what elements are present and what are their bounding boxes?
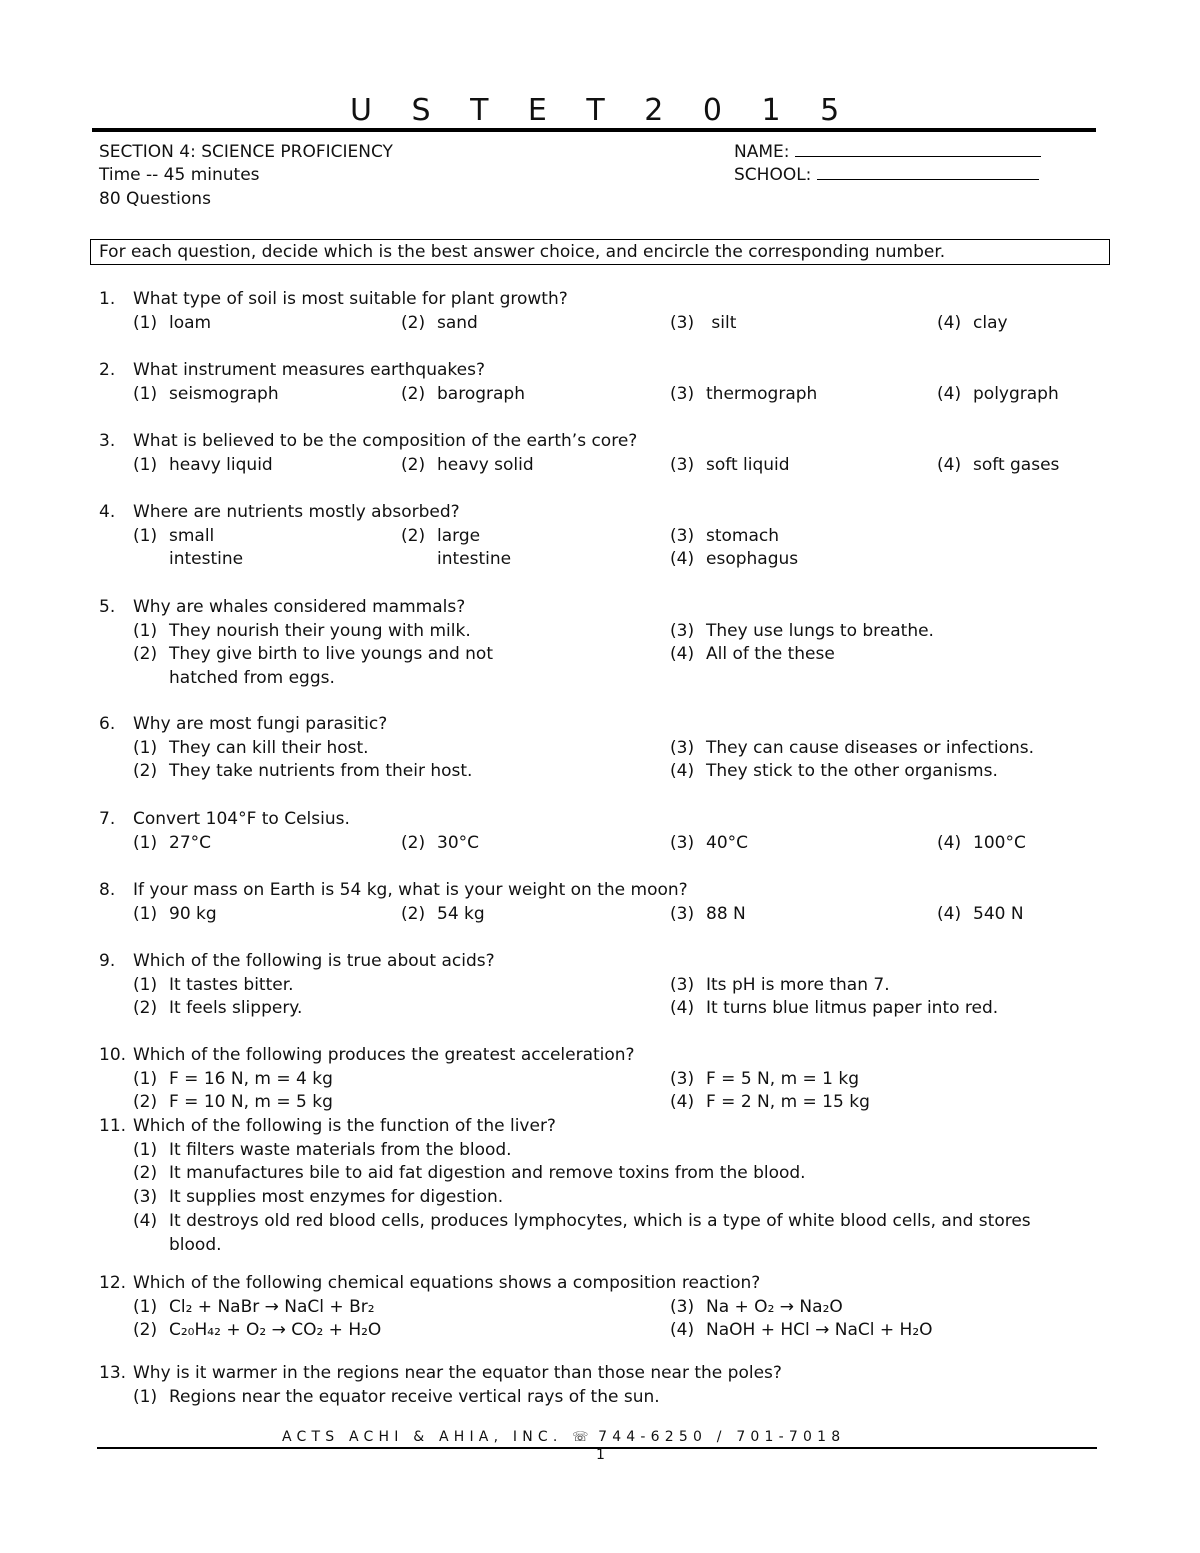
choice-number[interactable]: (3) <box>670 312 695 333</box>
choice-number[interactable]: (2) <box>401 525 426 546</box>
answer-choice[interactable] <box>133 760 472 782</box>
choice-text-continued: intestine <box>437 549 512 570</box>
question-number: 13. <box>99 1363 127 1383</box>
choice-text: 90 kg <box>169 903 217 924</box>
choice-text: 88 N <box>706 903 746 924</box>
answer-choice[interactable] <box>133 454 273 476</box>
choice-text: barograph <box>437 383 525 404</box>
choice-number[interactable]: (3) <box>670 454 695 475</box>
page-title: U S T E T 2 0 1 5 <box>350 93 855 128</box>
answer-choice[interactable] <box>133 1091 333 1113</box>
choice-number[interactable]: (3) <box>670 974 695 995</box>
answer-choice[interactable] <box>670 832 748 854</box>
choice-text-continued: intestine <box>169 549 244 570</box>
question-text: What instrument measures earthquakes? <box>133 360 485 380</box>
answer-choice[interactable] <box>133 737 369 759</box>
choice-text: thermograph <box>706 383 818 404</box>
choice-text: They take nutrients from their host. <box>169 761 473 782</box>
answer-choice[interactable] <box>133 643 493 665</box>
choice-number[interactable]: (3) <box>670 525 695 546</box>
question-text: Why is it warmer in the regions near the equator than those near the poles? <box>133 1363 782 1383</box>
answer-choice[interactable] <box>133 1139 512 1161</box>
question-text: Convert 104°F to Celsius. <box>133 809 350 829</box>
instructions-box <box>90 239 1110 265</box>
choice-number[interactable]: (2) <box>133 1092 158 1113</box>
choice-text: seismograph <box>169 383 279 404</box>
answer-choice[interactable] <box>670 454 790 476</box>
choice-number[interactable]: (1) <box>133 454 158 475</box>
answer-choice[interactable] <box>133 312 211 334</box>
choice-text: loam <box>169 312 212 333</box>
answer-choice[interactable] <box>133 903 217 925</box>
choice-text: 30°C <box>437 832 480 853</box>
choice-text: C₂₀H₄₂ + O₂ → CO₂ + H₂O <box>169 1320 382 1341</box>
choice-text: large <box>437 525 481 546</box>
choice-number[interactable]: (1) <box>133 903 158 924</box>
choice-text: F = 16 N, m = 4 kg <box>169 1068 333 1089</box>
choice-number[interactable]: (2) <box>133 1163 158 1184</box>
question-text: Which of the following is the function of the liver? <box>133 1116 556 1136</box>
choice-number[interactable]: (3) <box>670 1296 695 1317</box>
choice-number[interactable]: (2) <box>133 761 158 782</box>
answer-choice[interactable] <box>401 454 534 476</box>
choice-number[interactable]: (4) <box>937 312 962 333</box>
choice-text: Regions near the equator receive vertical rays of the sun. <box>169 1386 660 1407</box>
choice-number[interactable]: (4) <box>937 832 962 853</box>
choice-number[interactable]: (1) <box>133 1386 158 1407</box>
choice-number[interactable]: (1) <box>133 1068 158 1089</box>
answer-choice[interactable] <box>670 903 746 925</box>
question-number: 4. <box>99 502 116 522</box>
footer-phone: 744-6250 / 701-7018 <box>598 1429 846 1445</box>
choice-number[interactable]: (2) <box>401 383 426 404</box>
school-blank[interactable] <box>817 165 1039 180</box>
question-text: Which of the following chemical equations shows a composition reaction? <box>133 1273 761 1293</box>
answer-choice[interactable] <box>670 997 998 1019</box>
choice-number[interactable]: (4) <box>670 549 695 570</box>
answer-choice[interactable] <box>133 974 294 996</box>
answer-choice[interactable] <box>937 312 1008 334</box>
answer-choice[interactable] <box>670 620 934 642</box>
answer-choice[interactable] <box>401 383 525 405</box>
name-label: NAME: <box>734 142 790 162</box>
answer-choice[interactable] <box>133 997 302 1019</box>
question-number: 10. <box>99 1045 127 1065</box>
answer-choice[interactable] <box>133 1296 375 1318</box>
choice-text: silt <box>706 312 737 333</box>
question-number: 3. <box>99 431 116 451</box>
question-number: 2. <box>99 360 116 380</box>
choice-number[interactable]: (1) <box>133 832 158 853</box>
answer-choice[interactable] <box>133 1210 1031 1232</box>
choice-text: polygraph <box>973 383 1059 404</box>
answer-choice[interactable] <box>133 1186 503 1208</box>
choice-text: heavy liquid <box>169 454 273 475</box>
question-text: Which of the following is true about acids? <box>133 951 495 971</box>
choice-text: They can kill their host. <box>169 737 369 758</box>
answer-choice[interactable] <box>401 525 480 547</box>
choice-text: It filters waste materials from the blood. <box>169 1139 512 1160</box>
choice-number[interactable]: (1) <box>133 312 158 333</box>
question-text: Why are most fungi parasitic? <box>133 714 388 734</box>
answer-choice[interactable] <box>133 383 279 405</box>
choice-number[interactable]: (4) <box>670 644 695 665</box>
choice-number[interactable]: (4) <box>670 761 695 782</box>
choice-text: Na + O₂ → Na₂O <box>706 1296 843 1317</box>
answer-choice[interactable] <box>401 312 478 334</box>
answer-choice[interactable] <box>133 1068 333 1090</box>
telephone-icon: ☏ <box>572 1430 589 1445</box>
choice-number[interactable]: (2) <box>401 454 426 475</box>
choice-text: All of the these <box>706 644 835 665</box>
answer-choice[interactable] <box>670 974 890 996</box>
choice-text-continued: blood. <box>169 1234 222 1255</box>
choice-number[interactable]: (4) <box>670 1092 695 1113</box>
answer-choice[interactable] <box>937 903 1024 925</box>
question-number: 9. <box>99 951 116 971</box>
choice-number[interactable]: (2) <box>401 832 426 853</box>
name-blank[interactable] <box>795 142 1041 157</box>
choice-number[interactable]: (3) <box>670 832 695 853</box>
answer-choice[interactable] <box>670 760 998 782</box>
choice-number[interactable]: (4) <box>937 454 962 475</box>
answer-choice[interactable] <box>401 832 479 854</box>
question-number: 12. <box>99 1273 127 1293</box>
choice-text: Cl₂ + NaBr → NaCl + Br₂ <box>169 1296 375 1317</box>
choice-number[interactable]: (3) <box>670 737 695 758</box>
choice-number[interactable]: (1) <box>133 1139 158 1160</box>
answer-choice[interactable] <box>670 1068 859 1090</box>
choice-text: Its pH is more than 7. <box>706 974 890 995</box>
footer-company: ACTS ACHI & AHIA, INC. <box>282 1429 563 1445</box>
choice-text: They nourish their young with milk. <box>169 620 471 641</box>
answer-choice[interactable] <box>937 454 1059 476</box>
question-number: 5. <box>99 597 116 617</box>
question-text: What type of soil is most suitable for plant growth? <box>133 289 568 309</box>
answer-choice[interactable] <box>401 903 485 925</box>
answer-choice[interactable] <box>937 383 1059 405</box>
choice-text: F = 2 N, m = 15 kg <box>706 1092 870 1113</box>
question-count: 80 Questions <box>99 189 211 209</box>
choice-text: small <box>169 525 215 546</box>
question-number: 1. <box>99 289 116 309</box>
answer-choice[interactable] <box>670 1319 933 1341</box>
choice-number[interactable]: (4) <box>133 1210 158 1231</box>
choice-number[interactable]: (2) <box>401 312 426 333</box>
choice-text: NaOH + HCl → NaCl + H₂O <box>706 1320 933 1341</box>
question-number: 11. <box>99 1116 127 1136</box>
choice-text: 100°C <box>973 832 1026 853</box>
choice-number[interactable]: (2) <box>133 998 158 1019</box>
choice-number[interactable]: (1) <box>133 737 158 758</box>
choice-text: It manufactures bile to aid fat digestion and remove toxins from the blood. <box>169 1163 806 1184</box>
question-number: 8. <box>99 880 116 900</box>
choice-number[interactable]: (3) <box>133 1187 158 1208</box>
answer-choice[interactable] <box>670 525 779 547</box>
answer-choice[interactable] <box>133 620 471 642</box>
choice-number[interactable]: (1) <box>133 383 158 404</box>
page-number: 1 <box>596 1447 605 1463</box>
answer-choice[interactable] <box>133 1319 381 1341</box>
choice-number[interactable]: (3) <box>670 903 695 924</box>
answer-choice[interactable] <box>937 832 1026 854</box>
choice-number[interactable]: (3) <box>670 620 695 641</box>
answer-choice[interactable] <box>670 312 736 334</box>
name-field[interactable] <box>734 141 1041 163</box>
time-label: Time -- 45 minutes <box>99 165 260 185</box>
choice-text: soft liquid <box>706 454 790 475</box>
school-label: SCHOOL: <box>734 165 812 185</box>
choice-number[interactable]: (2) <box>133 644 158 665</box>
choice-text: They can cause diseases or infections. <box>706 737 1035 758</box>
answer-choice[interactable] <box>670 383 817 405</box>
choice-text: 40°C <box>706 832 749 853</box>
choice-text-continued: hatched from eggs. <box>169 668 335 689</box>
choice-number[interactable]: (4) <box>670 1320 695 1341</box>
choice-text: They use lungs to breathe. <box>706 620 934 641</box>
choice-text: 54 kg <box>437 903 485 924</box>
footer <box>282 1426 845 1449</box>
instructions-text: For each question, decide which is the best answer choice, and encircle the corresponding number. <box>99 242 946 262</box>
choice-number[interactable]: (3) <box>670 383 695 404</box>
choice-number[interactable]: (2) <box>133 1320 158 1341</box>
choice-text: They stick to the other organisms. <box>706 761 998 782</box>
choice-text: They give birth to live youngs and not <box>169 644 493 665</box>
choice-number[interactable]: (1) <box>133 974 158 995</box>
choice-number[interactable]: (3) <box>670 1068 695 1089</box>
choice-text: sand <box>437 312 478 333</box>
choice-text: 540 N <box>973 903 1024 924</box>
answer-choice[interactable] <box>133 1162 806 1184</box>
school-field[interactable] <box>734 164 1039 186</box>
choice-text: 27°C <box>169 832 212 853</box>
choice-text: It destroys old red blood cells, produces lymphocytes, which is a type of white blood cells, and stores <box>169 1210 1031 1231</box>
question-text: What is believed to be the composition of the earth’s core? <box>133 431 638 451</box>
choice-number[interactable]: (1) <box>133 1296 158 1317</box>
choice-text: F = 10 N, m = 5 kg <box>169 1092 333 1113</box>
answer-choice[interactable] <box>133 1386 660 1408</box>
choice-text: It tastes bitter. <box>169 974 294 995</box>
choice-text: stomach <box>706 525 780 546</box>
answer-choice[interactable] <box>133 832 211 854</box>
answer-choice[interactable] <box>670 1296 843 1318</box>
question-text: Which of the following produces the greatest acceleration? <box>133 1045 635 1065</box>
choice-text: clay <box>973 312 1008 333</box>
section-label: SECTION 4: SCIENCE PROFICIENCY <box>99 142 393 162</box>
choice-text: heavy solid <box>437 454 534 475</box>
choice-text: It feels slippery. <box>169 998 303 1019</box>
choice-number[interactable]: (1) <box>133 525 158 546</box>
choice-number[interactable]: (2) <box>401 903 426 924</box>
choice-number[interactable]: (1) <box>133 620 158 641</box>
question-text: If your mass on Earth is 54 kg, what is your weight on the moon? <box>133 880 688 900</box>
answer-choice[interactable] <box>670 548 798 570</box>
answer-choice[interactable] <box>670 1091 870 1113</box>
choice-number[interactable]: (4) <box>937 903 962 924</box>
answer-choice[interactable] <box>133 525 214 547</box>
header-rule <box>92 128 1096 132</box>
question-text: Why are whales considered mammals? <box>133 597 466 617</box>
answer-choice[interactable] <box>670 737 1034 759</box>
choice-text: soft gases <box>973 454 1060 475</box>
choice-text: It turns blue litmus paper into red. <box>706 998 999 1019</box>
answer-choice[interactable] <box>670 643 835 665</box>
choice-text: It supplies most enzymes for digestion. <box>169 1187 504 1208</box>
choice-text: F = 5 N, m = 1 kg <box>706 1068 860 1089</box>
question-text: Where are nutrients mostly absorbed? <box>133 502 460 522</box>
question-number: 6. <box>99 714 116 734</box>
choice-number[interactable]: (4) <box>670 998 695 1019</box>
choice-text: esophagus <box>706 549 799 570</box>
choice-number[interactable]: (4) <box>937 383 962 404</box>
question-number: 7. <box>99 809 116 829</box>
